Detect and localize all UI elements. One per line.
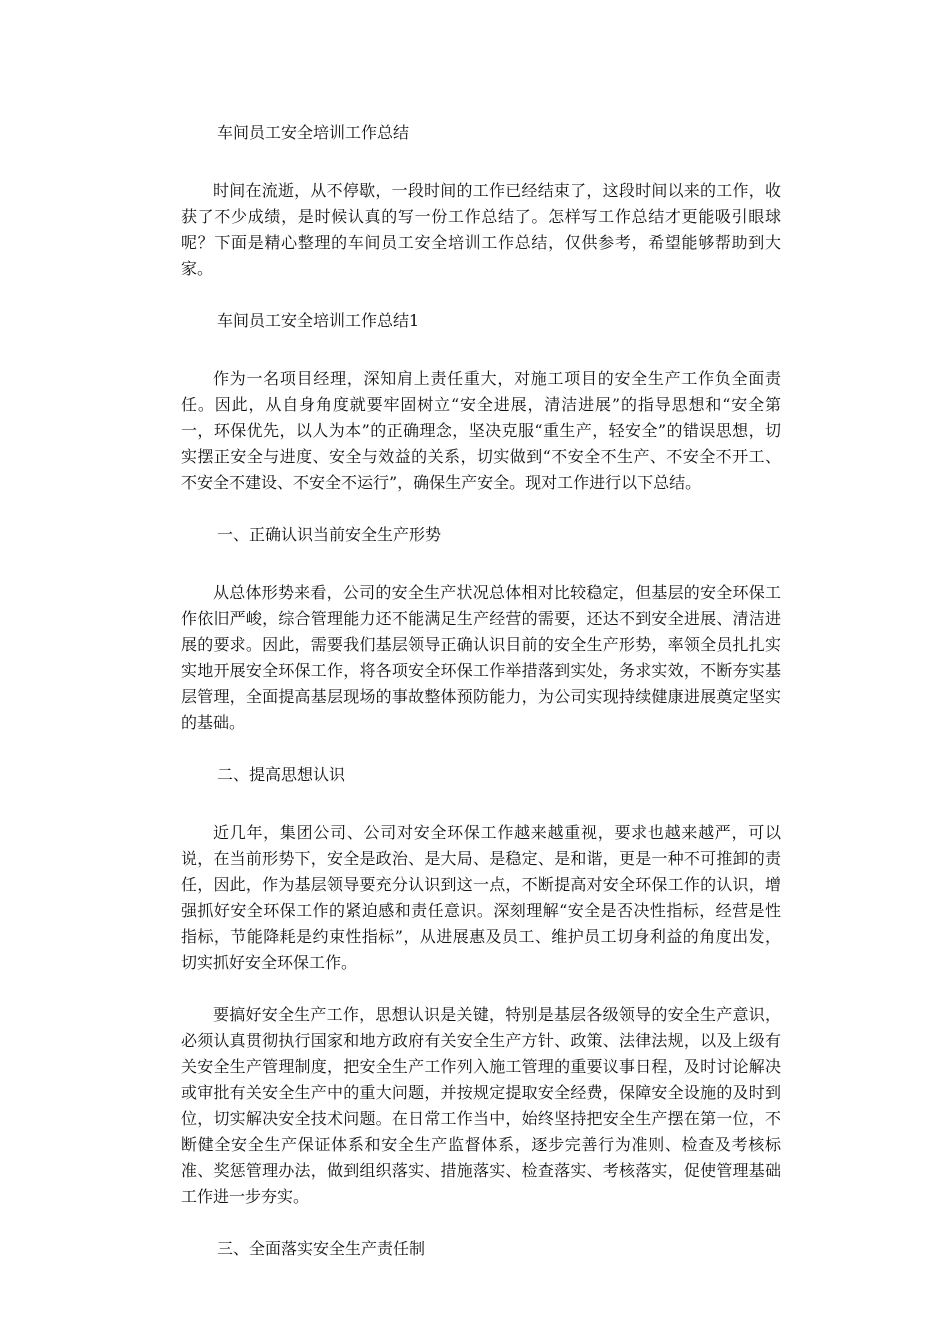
intro-paragraph: 时间在流逝，从不停歇，一段时间的工作已经结束了，这段时间以来的工作，收获了不少成绩，是时候认真的写一份工作总结了。怎样写工作总结才更能吸引眼球呢？下面是精心整理的车间员工安全培训工作总结，仅供参考，希望能够帮助到大家。 <box>181 181 781 278</box>
document-subtitle: 车间员工安全培训工作总结1 <box>217 311 420 330</box>
section-2-paragraph-1: 近几年，集团公司、公司对安全环保工作越来越重视，要求也越来越严，可以说，在当前形势下，安全是政治、是大局、是稳定、是和谐，更是一种不可推卸的责任，因此，作为基层领导要充分认识到这一点，不断提高对安全环保工作的认识，增强抓好安全环保工作的紧迫感和责任意识。深刻理解“安全是否决性指标，经营是性指标，节能降耗是约束性指标”，从进展惠及员工、维护员工切身利益的角度出发，切实抓好安全环保工作。 <box>181 823 781 972</box>
document-title: 车间员工安全培训工作总结 <box>217 123 410 142</box>
section-2-heading: 二、提高思想认识 <box>217 765 346 784</box>
section-3-heading: 三、全面落实安全生产责任制 <box>217 1239 426 1258</box>
section-2-paragraph-2: 要搞好安全生产工作，思想认识是关键，特别是基层各级领导的安全生产意识，必须认真贯彻执行国家和地方政府有关安全生产方针、政策、法律法规，以及上级有关安全生产管理制度，把安全生产工作列入施工管理的重要议事日程，及时讨论解决或审批有关安全生产中的重大问题，并按规定提取安全经费，保障安全设施的及时到位，切实解决安全技术问题。在日常工作当中，始终坚持把安全生产摆在第一位，不断健全安全生产保证体系和安全生产监督体系，逐步完善行为准则、检查及考核标准、奖惩管理办法，做到组织落实、措施落实、检查落实、考核落实，促使管理基础工作进一步夯实。 <box>181 1005 781 1206</box>
section-1-paragraph: 从总体形势来看，公司的安全生产状况总体相对比较稳定，但基层的安全环保工作依旧严峻，综合管理能力还不能满足生产经营的需要，还达不到安全进展、清洁进展的要求。因此，需要我们基层领导正确认识目前的安全生产形势，率领全员扎扎实实地开展安全环保工作，将各项安全环保工作举措落到实处，务求实效，不断夯实基层管理，全面提高基层现场的事故整体预防能力，为公司实现持续健康进展奠定坚实的基础。 <box>181 583 781 732</box>
opening-paragraph: 作为一名项目经理，深知肩上责任重大，对施工项目的安全生产工作负全面责任。因此，从自身角度就要牢固树立“安全进展，清洁进展”的指导思想和“安全第一，环保优先，以人为本”的正确理念，坚决克服“重生产，轻安全”的错误思想，切实摆正安全与进度、安全与效益的关系，切实做到“不安全不生产、不安全不开工、不安全不建设、不安全不运行”，确保生产安全。现对工作进行以下总结。 <box>181 369 781 492</box>
document-body <box>181 120 781 1262</box>
section-1-heading: 一、正确认识当前安全生产形势 <box>217 525 442 544</box>
